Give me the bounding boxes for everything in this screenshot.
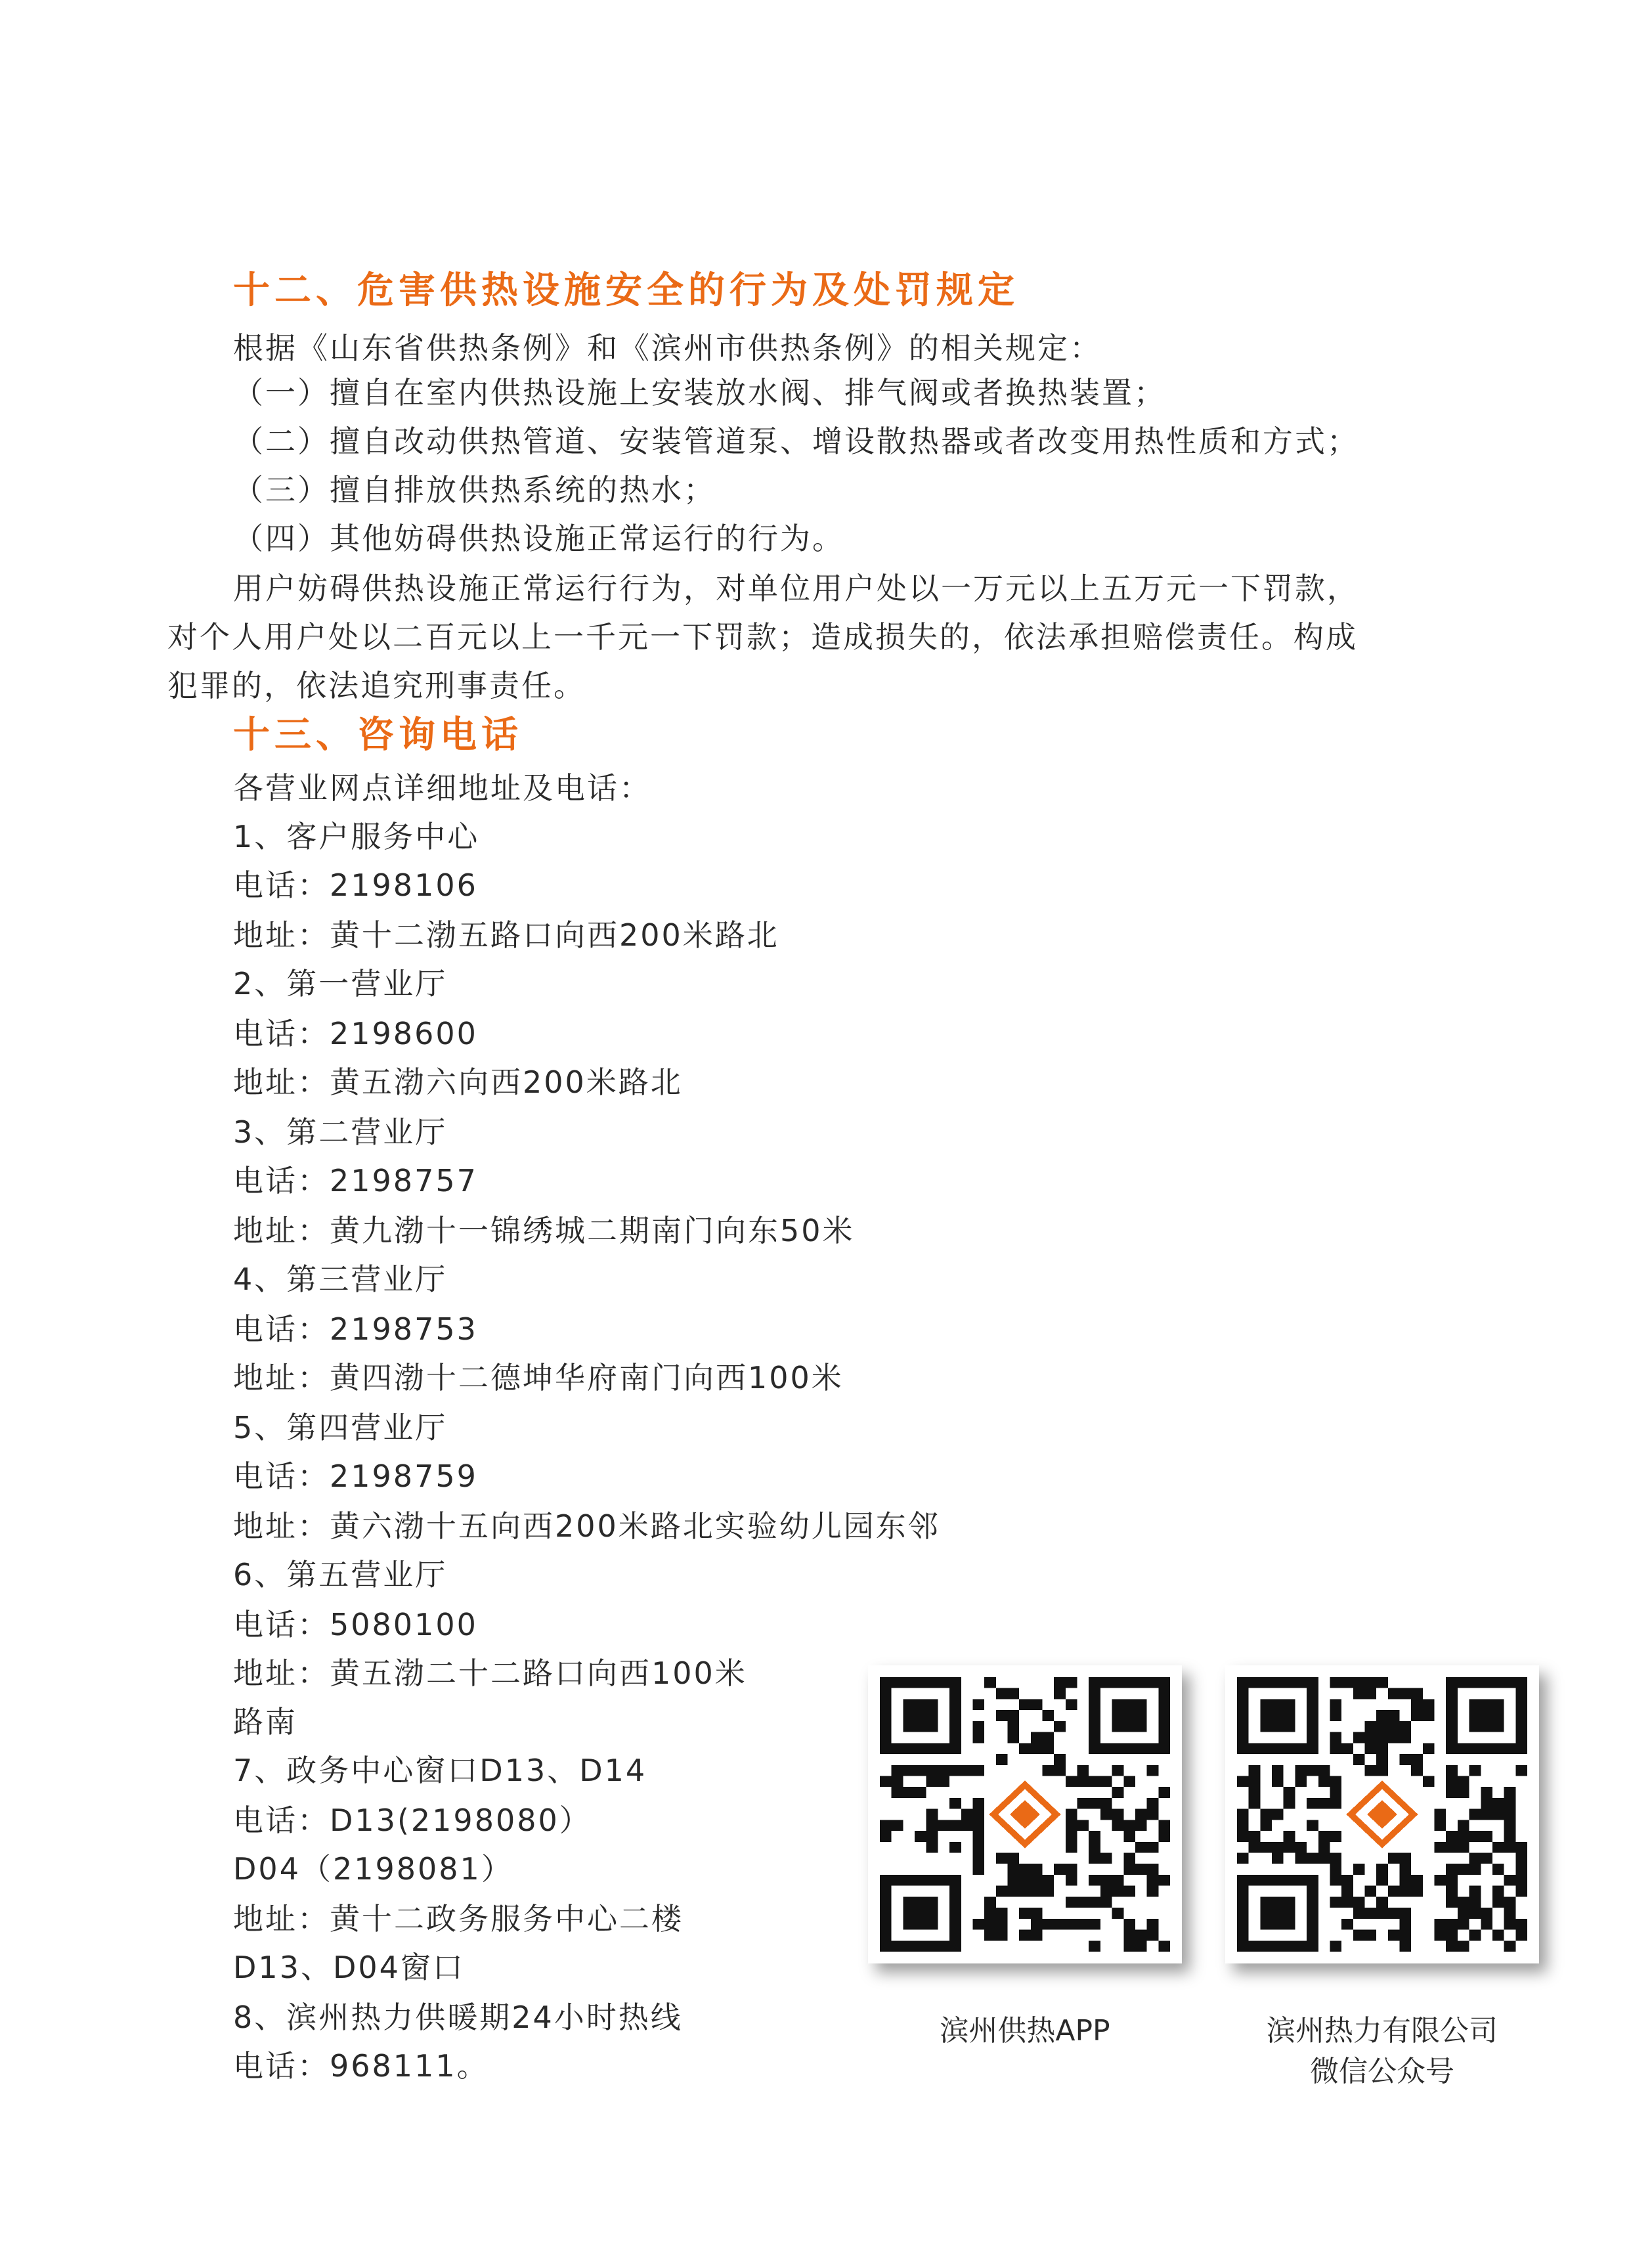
contact-line: 地址：黄十二渤五路口向西200米路北	[233, 917, 779, 953]
contact-line: 各营业网点详细地址及电话：	[233, 770, 651, 806]
contact-line: 地址：黄五渤二十二路口向西100米	[233, 1655, 747, 1691]
contact-line: 8、滨州热力供暖期24小时热线	[233, 2000, 683, 2035]
penalty-line-3: 犯罪的，依法追究刑事责任。	[167, 668, 586, 703]
penalty-line-1: 用户妨碍供热设施正常运行行为，对单位用户处以一万元以上五万元一下罚款，	[233, 571, 1359, 606]
contact-line: 电话：D13(2198080）	[233, 1803, 592, 1838]
wechat-qr-caption-line1: 滨州热力有限公司	[1267, 2014, 1498, 2048]
app-qr-code[interactable]	[868, 1665, 1182, 1963]
contact-line: 地址：黄四渤十二德坤华府南门向西100米	[233, 1360, 844, 1395]
section-12-heading: 十二、危害供热设施安全的行为及处罚规定	[233, 269, 1019, 312]
contact-line: D13、D04窗口	[233, 1950, 465, 1985]
section-12-intro: 根据《山东省供热条例》和《滨州市供热条例》的相关规定：	[233, 330, 1102, 366]
violation-item-2: （二）擅自改动供热管道、安装管道泵、增设散热器或者改变用热性质和方式；	[233, 424, 1359, 459]
contact-line: 电话：2198757	[233, 1163, 478, 1198]
wechat-qr-code[interactable]	[1225, 1665, 1539, 1963]
qr-code-icon	[880, 1677, 1170, 1952]
violation-item-4: （四）其他妨碍供热设施正常运行的行为。	[233, 521, 844, 556]
section-13-heading: 十三、咨询电话	[233, 714, 523, 756]
contact-line: 5、第四营业厅	[233, 1410, 448, 1445]
contact-line: 路南	[233, 1704, 297, 1740]
contact-line: 2、第一营业厅	[233, 966, 448, 1001]
contact-line: 地址：黄九渤十一锦绣城二期南门向东50米	[233, 1213, 855, 1248]
wechat-qr-caption-line2: 微信公众号	[1310, 2055, 1454, 2088]
contact-line: 电话：968111。	[233, 2048, 489, 2084]
contact-line: 地址：黄五渤六向西200米路北	[233, 1064, 683, 1100]
violation-item-3: （三）擅自排放供热系统的热水；	[233, 472, 716, 508]
contact-line: 1、客户服务中心	[233, 819, 480, 854]
qr-code-icon	[1237, 1677, 1527, 1952]
contact-line: 3、第二营业厅	[233, 1114, 448, 1150]
contact-line: 地址：黄六渤十五向西200米路北实验幼儿园东邻	[233, 1508, 940, 1544]
contact-line: 6、第五营业厅	[233, 1557, 448, 1592]
app-qr-caption: 滨州供热APP	[940, 2014, 1110, 2048]
contact-line: 4、第三营业厅	[233, 1261, 448, 1297]
contact-line: 地址：黄十二政务服务中心二楼	[233, 1901, 684, 1937]
penalty-line-2: 对个人用户处以二百元以上一千元一下罚款；造成损失的，依法承担赔偿责任。构成	[167, 619, 1358, 655]
contact-line: 电话：5080100	[233, 1607, 478, 1642]
contact-line: D04（2198081）	[233, 1851, 513, 1887]
violation-item-1: （一）擅自在室内供热设施上安装放水阀、排气阀或者换热装置；	[233, 375, 1166, 410]
contact-line: 电话：2198600	[233, 1016, 478, 1051]
contact-line: 电话：2198106	[233, 867, 478, 903]
contact-line: 7、政务中心窗口D13、D14	[233, 1753, 647, 1788]
contact-line: 电话：2198753	[233, 1311, 478, 1347]
contact-line: 电话：2198759	[233, 1458, 478, 1494]
